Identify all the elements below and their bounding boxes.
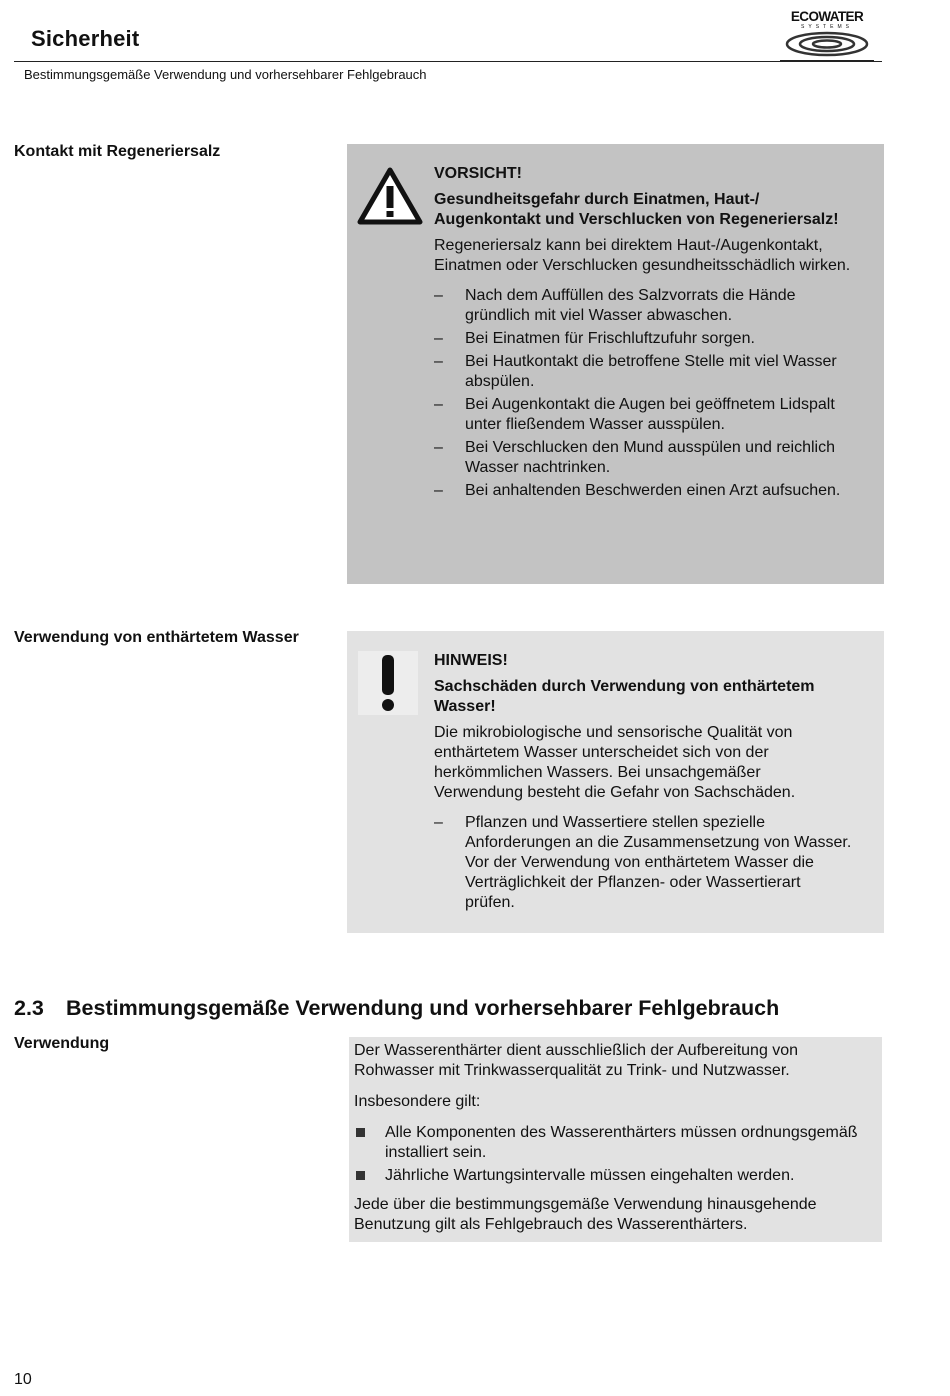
use-side-label: Verwendung xyxy=(14,1035,110,1052)
caution-list xyxy=(434,286,854,501)
caution-content xyxy=(434,164,854,504)
header-subtitle: Bestimmungsgemäße Verwendung und vorhersehbarer Fehlgebrauch xyxy=(24,67,427,82)
notice-headline: Sachschäden durch Verwendung von enthärtetem Wasser! xyxy=(434,678,815,715)
warning-triangle-icon xyxy=(357,166,423,226)
list-item xyxy=(434,481,854,501)
notice-content xyxy=(434,651,854,916)
dash-bullet: – xyxy=(434,330,443,347)
use-box xyxy=(349,1037,882,1242)
list-item xyxy=(354,1123,876,1163)
section-number: 2.3 xyxy=(14,996,44,1020)
caution-box xyxy=(347,144,884,584)
dash-bullet: – xyxy=(434,287,443,304)
notice-side-label: Verwendung von enthärtetem Wasser xyxy=(14,629,299,646)
logo-wordmark: ECOWATER xyxy=(790,9,864,24)
notice-box xyxy=(347,631,884,933)
list-item-text: Jährliche Wartungsintervalle müssen eingehalten werden. xyxy=(385,1167,795,1184)
list-item xyxy=(434,352,854,392)
dash-bullet: – xyxy=(434,482,443,499)
logo-swirl-icon xyxy=(784,30,870,58)
page-title: Sicherheit xyxy=(31,26,140,51)
list-item-text: Bei Verschlucken den Mund ausspülen und reichlich Wasser nachtrinken. xyxy=(465,439,836,476)
list-item xyxy=(354,1166,876,1186)
exclamation-icon xyxy=(358,651,418,715)
list-item xyxy=(434,438,854,478)
list-item-text: Bei Einatmen für Frischluftzufuhr sorgen. xyxy=(465,330,755,347)
list-item-text: Bei Augenkontakt die Augen bei geöffnetem Lidspalt unter fließendem Wasser ausspülen. xyxy=(465,396,835,433)
list-item-text: Pflanzen und Wassertiere stellen spezielle Anforderungen an die Zusammensetzung von Wasser. Vor der Verwendung von enthärtetem Wasser die Verträglichkeit der Pflanzen- oder Wassertierart prüfen. xyxy=(465,814,852,911)
caution-headline: Gesundheitsgefahr durch Einatmen, Haut-/ Augenkontakt und Verschlucken von Regeneriersalz! xyxy=(434,191,839,228)
dash-bullet: – xyxy=(434,353,443,370)
list-item-text: Bei Hautkontakt die betroffene Stelle mit viel Wasser abspülen. xyxy=(465,353,837,390)
section-title: Bestimmungsgemäße Verwendung und vorhersehbarer Fehlgebrauch xyxy=(66,996,780,1020)
logo-subline: SYSTEMS xyxy=(801,24,853,30)
dash-bullet: – xyxy=(434,814,443,831)
notice-signal-word: HINWEIS! xyxy=(434,652,508,669)
list-item-text: Nach dem Auffüllen des Salzvorrats die Hände gründlich mit viel Wasser abwaschen. xyxy=(465,287,796,324)
list-item xyxy=(434,813,854,913)
caution-side-label: Kontakt mit Regeneriersalz xyxy=(14,143,221,160)
list-item-text: Alle Komponenten des Wasserenthärters müssen ordnungsgemäß installiert sein. xyxy=(385,1124,858,1161)
notice-text: Die mikrobiologische und sensorische Qualität von enthärtetem Wasser unterscheidet sich von der herkömmlichen Wassers. Bei unsachgemäßer Verwendung besteht die Gefahr von Sachschäden. xyxy=(434,724,796,801)
square-bullet-icon xyxy=(356,1171,365,1180)
dash-bullet: – xyxy=(434,396,443,413)
use-intro: Der Wasserenthärter dient ausschließlich der Aufbereitung von Rohwasser mit Trinkwasserqualität zu Trink- und Nutzwasser. xyxy=(354,1042,799,1079)
logo-underline xyxy=(780,60,874,62)
list-item xyxy=(434,329,854,349)
list-item xyxy=(434,286,854,326)
caution-text: Regeneriersalz kann bei direktem Haut-/Augenkontakt, Einatmen oder Verschlucken gesundheitsschädlich wirken. xyxy=(434,237,851,274)
square-bullet-icon xyxy=(356,1128,365,1137)
ecowater-logo xyxy=(780,10,874,62)
section-heading xyxy=(14,996,779,1021)
list-item xyxy=(434,395,854,435)
dash-bullet: – xyxy=(434,439,443,456)
list-item-text: Bei anhaltenden Beschwerden einen Arzt aufsuchen. xyxy=(465,482,841,499)
use-closing: Jede über die bestimmungsgemäße Verwendung hinausgehende Benutzung gilt als Fehlgebrauch des Wasserenthärters. xyxy=(354,1196,817,1233)
page-number: 10 xyxy=(14,1371,32,1388)
caution-signal-word: VORSICHT! xyxy=(434,165,522,182)
use-list xyxy=(354,1123,876,1186)
use-content xyxy=(354,1041,876,1246)
header-rule xyxy=(14,61,882,62)
notice-list xyxy=(434,813,854,913)
use-lead: Insbesondere gilt: xyxy=(354,1093,481,1110)
